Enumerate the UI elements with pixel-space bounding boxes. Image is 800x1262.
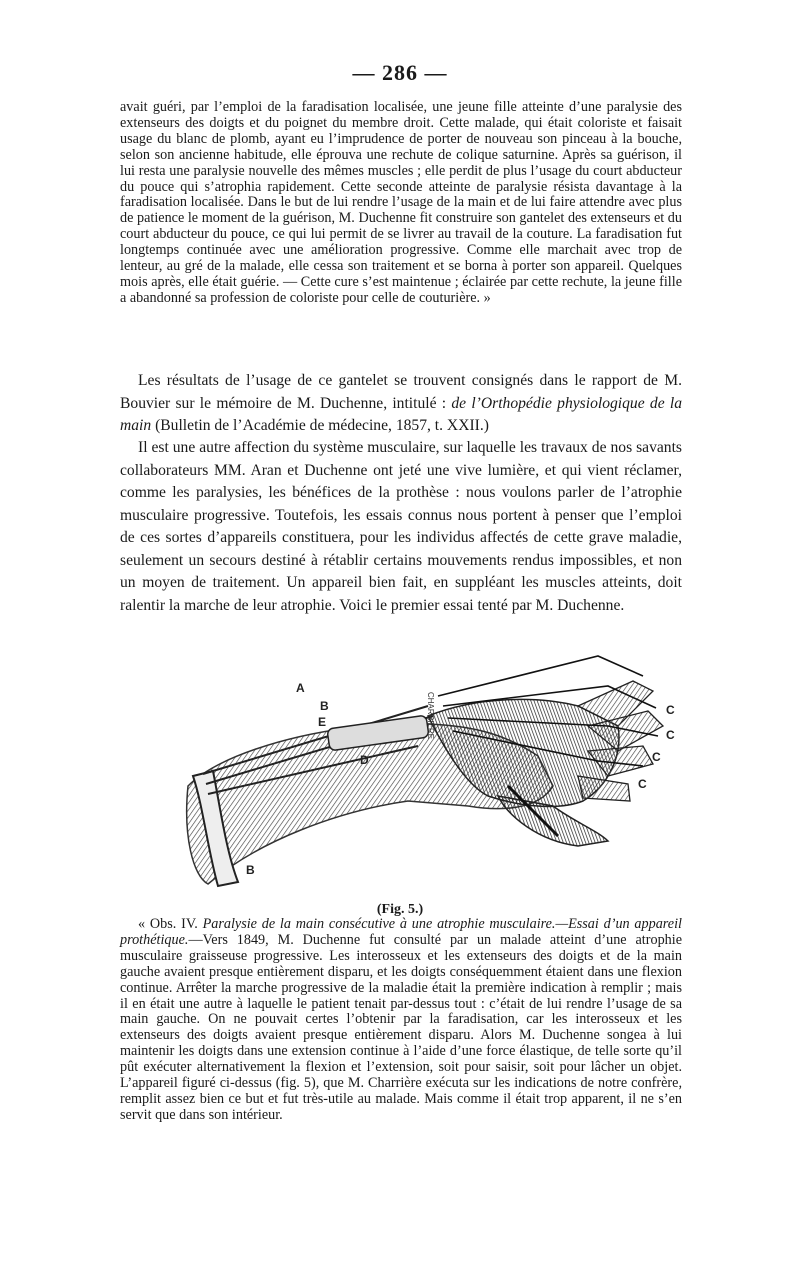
figure-label-c-2: C bbox=[666, 728, 675, 742]
figure-label-d: D bbox=[360, 753, 369, 767]
figure-label-c-4: C bbox=[638, 777, 647, 791]
observation-text: —Vers 1849, M. Duchenne fut consulté par un malade atteint d’une atrophie musculaire graisseuse progressive. Les interosseux et les extenseurs des doigts et de la main gauche avaient presque entièrement disparu, et les doigts conséquemment étaient dans une flexion continue. Arrêter la marche progressive de la maladie était la première indication à remplir ; mais il en était une autre à laquelle le patient tenait par-dessus tout : c’était de lui rendre l’usage de sa main gauche. On ne pouvait certes l’obtenir par la faradisation, car les interosseux et les extenseurs des doigts avaient presque entièrement disparu. Alors M. Duchenne songea à lui maintenir les doigts dans une extension continue à l’aide d’une force élastique, de telle sorte qu’il pût exécuter alternativement la flexion et l’extension, soit pour saisir, soit pour lâcher un objet. L’appareil figuré ci-dessus (fig. 5), que M. Charrière exécuta sur les indications de notre confrère, remplit assez bien ce but et fut très-utile au malade. Mais comme il était trop apparent, il ne s’en servit que dans son intérieur. bbox=[120, 931, 682, 1123]
paragraph-observation-iv bbox=[120, 917, 682, 1124]
hand-splint-engraving bbox=[178, 636, 678, 904]
paragraph-results-text: Les résultats de l’usage de ce gantelet se trouvent consignés dans le rapport de M. Bouvier sur le mémoire de M. Duchenne, intitulé : bbox=[120, 372, 682, 412]
figure-label-c-1: C bbox=[666, 703, 675, 717]
figure-label-b-bottom: B bbox=[246, 863, 255, 877]
figure-label-b-top: B bbox=[320, 699, 329, 713]
observation-title: Paralysie de la main consécutive à une atrophie musculaire.—Essai d’un appareil prothétique. bbox=[120, 916, 682, 948]
page-number: — 286 — bbox=[352, 60, 448, 85]
figure-hand-apparatus bbox=[178, 636, 678, 904]
memoir-title: de l’Orthopédie physiologique de la main bbox=[120, 394, 682, 434]
paragraph-quote-end: avait guéri, par l’emploi de la faradisation localisée, une jeune fille atteinte d’une paralysie des extenseurs des doigts et du poignet du membre droit. Cette malade, qui était coloriste et faisait usage du blanc de plomb, ayant eu l’imprudence de porter de nouveau son pinceau à la bouche, selon son ancienne habitude, elle éprouva une rechute de colique saturnine. Après sa guérison, il lui resta une paralysie nouvelle des mêmes muscles ; elle perdit de plus l’usage du court abducteur du pouce qui s’atrophia rapidement. Cette seconde atteinte de paralysie résista davantage à la faradisation localisée. Dans le but de lui rendre l’usage de la main et de lui faire attendre avec plus de patience le moment de la guérison, M. Duchenne fit construire son gantelet des extenseurs et du court abducteur du pouce, ce qui lui permit de se livrer au travail de la couture. La faradisation fut longtemps continuée avec une amélioration progressive. Comme elle marchait avec trop de lenteur, au gré de la malade, elle cessa son traitement et se borna à porter son appareil. Quelques mois après, elle était guérie. — Cette cure s’est maintenue ; éclairée par cette rechute, la jeune fille a abandonné sa profession de coloriste pour celle de couturière. » bbox=[120, 99, 682, 306]
engraver-signature: CHARRIÈRE bbox=[426, 692, 435, 740]
figure-label-c-3: C bbox=[652, 750, 661, 764]
figure-label-e: E bbox=[318, 715, 327, 729]
observation-lead: « Obs. IV. bbox=[138, 916, 203, 932]
paragraph-results bbox=[120, 370, 682, 438]
finger-4 bbox=[578, 776, 630, 801]
figure-caption: (Fig. 5.) bbox=[376, 902, 424, 917]
paragraph-results-citation: (Bulletin de l’Académie de médecine, 1857, t. XXII.) bbox=[151, 417, 489, 434]
paragraph-atrophy: Il est une autre affection du système musculaire, sur laquelle les travaux de nos savants collaborateurs MM. Aran et Duchenne ont jeté une vive lumière, et qui vient réclamer, comme les paralysies, les bénéfices de la prothèse : nous voulons parler de l’atrophie musculaire progressive. Toutefois, les essais connus nous portent à penser que l’emploi de ces sortes d’appareils constituera, pour les individus affectés de cette grave maladie, seulement un secours destiné à rétablir certains mouvements rendus impossibles, et non un moyen de traitement. Un appareil bien fait, en suppléant les muscles atteints, doit ralentir la marche de leur atrophie. Voici le premier essai tenté par M. Duchenne. bbox=[120, 439, 682, 614]
figure-label-a: A bbox=[296, 681, 305, 695]
